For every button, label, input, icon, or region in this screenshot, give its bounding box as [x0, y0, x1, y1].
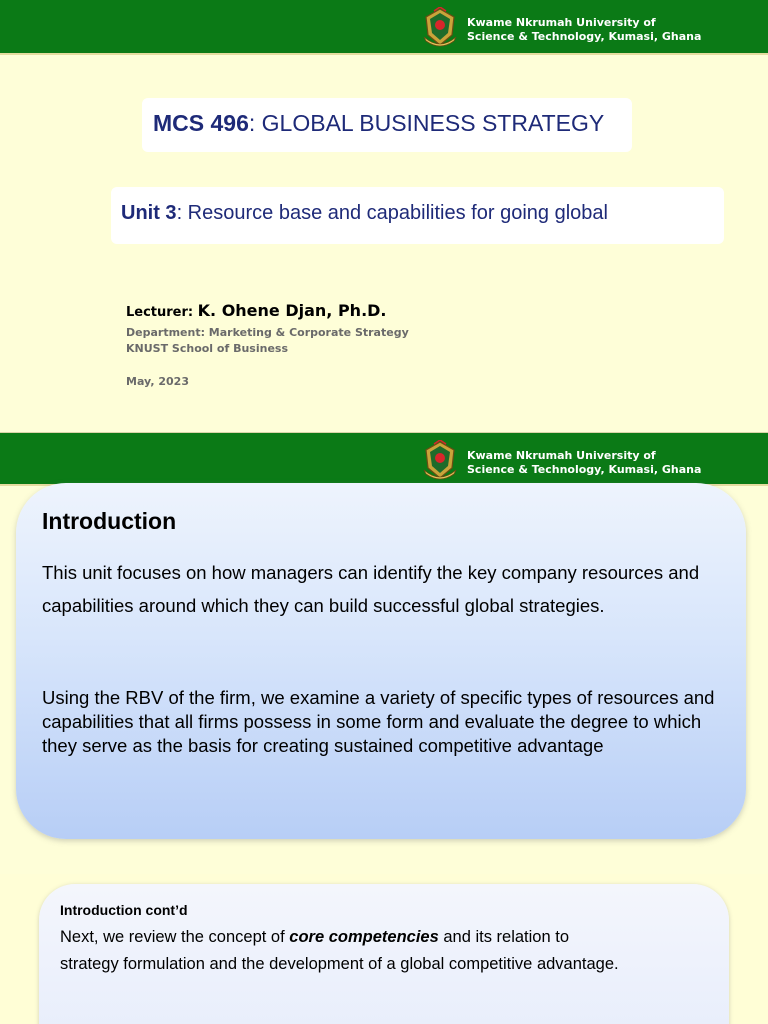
lecturer-label: Lecturer: — [126, 305, 198, 320]
course-code: MCS 496 — [153, 110, 249, 136]
university-name — [467, 16, 701, 44]
introduction-paragraph-1: This unit focuses on how managers can identify the key company resources and capabilities around which they can build successful global strategies. — [42, 562, 700, 616]
unit-label: Unit 3 — [121, 202, 177, 224]
continued-text-before: Next, we review the concept of — [60, 928, 290, 946]
university-name-line2: Science & Technology, Kumasi, Ghana — [467, 463, 702, 476]
title-slide — [0, 0, 768, 432]
school-text: KNUST School of Business — [126, 342, 288, 355]
unit-name: : Resource base and capabilities for going global — [176, 202, 608, 224]
knust-crest-icon — [420, 7, 460, 49]
university-name-line1: Kwame Nkrumah University of — [467, 16, 656, 29]
introduction-continued-slide — [0, 874, 768, 1024]
continued-heading: Introduction cont’d — [60, 902, 188, 918]
unit-title — [121, 202, 608, 225]
core-competencies-emphasis: core competencies — [289, 928, 439, 946]
introduction-paragraph-2: Using the RBV of the firm, we examine a variety of specific types of resources and capabilities that all firms possess in some form and evaluate the degree to which they serve as the basis for creating sustained competitive advantage — [42, 687, 715, 756]
continued-text-after: and its relation to strategy formulation and the development of a global competitive advantage. — [60, 928, 619, 973]
header-bar — [0, 432, 768, 486]
lecturer-name: K. Ohene Djan, Ph.D. — [197, 301, 387, 320]
date-text: May, 2023 — [126, 375, 189, 388]
university-name — [467, 449, 701, 477]
course-name: : GLOBAL BUSINESS STRATEGY — [248, 110, 605, 136]
introduction-slide — [0, 432, 768, 874]
continued-paragraph — [60, 924, 630, 978]
department-text: Department: Marketing & Corporate Strategy — [126, 326, 409, 339]
introduction-content-box — [16, 483, 746, 839]
header-bar — [0, 0, 768, 55]
introduction-heading: Introduction — [42, 508, 177, 534]
university-name-line2: Science & Technology, Kumasi, Ghana — [467, 30, 702, 43]
university-name-line1: Kwame Nkrumah University of — [467, 449, 656, 462]
course-title — [153, 110, 604, 137]
lecturer-line — [126, 301, 387, 320]
knust-crest-icon — [420, 440, 460, 482]
